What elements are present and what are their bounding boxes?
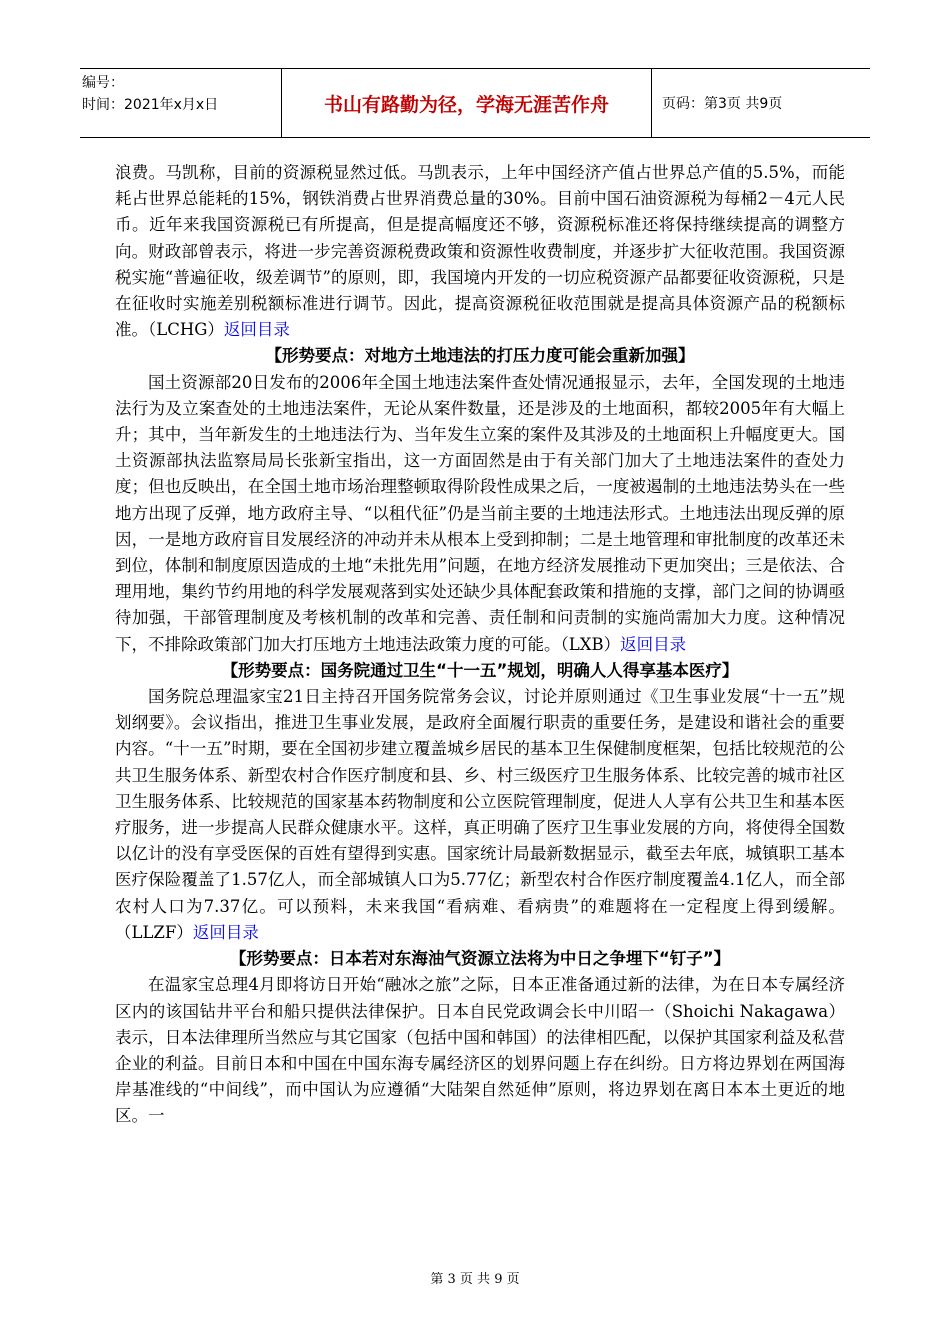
paragraph-text: 在温家宝总理4月即将访日开始“融冰之旅”之际，日本正准备通过新的法律，为在日本专属经济区内的该国钻井平台和船只提供法律保护。日本自民党政调会长中川昭一（Shoichi Nakagawa）表示，日本法律理所当然应与其它国家（包括中国和韩国）的法律相匹配，以保护其国家利益及私营企业的利益。目前日本和中国在中国东海专属经济区的划界问题上存在纠纷。日方将边界划在两国海岸基准线的“中间线”，而中国认为应遵循“大陆架自然延伸”原则，将边界划在离日本本土更近的地区。一 bbox=[115, 975, 845, 1126]
section-heading: 【形势要点：国务院通过卫生“十一五”规划，明确人人得享基本医疗】 bbox=[221, 660, 739, 680]
paragraph bbox=[115, 972, 845, 1129]
page-footer: 第 3 页 共 9 页 bbox=[430, 1272, 520, 1287]
paragraph bbox=[115, 684, 845, 946]
header-meta bbox=[80, 69, 282, 137]
section-heading: 【形势要点：日本若对东海油气资源立法将为中日之争埋下“钉子”】 bbox=[229, 949, 731, 969]
number-label: 编号： bbox=[82, 75, 124, 91]
back-to-toc-link[interactable]: 返回目录 bbox=[620, 634, 687, 654]
header-table bbox=[80, 68, 870, 138]
paragraph-text: 国土资源部20日发布的2006年全国土地违法案件查处情况通报显示，去年，全国发现的土地违法行为及立案查处的土地违法案件，无论从案件数量，还是涉及的土地面积，都较2005年有大幅上升；其中，当年新发生的土地违法行为、当年发生立案的案件及其涉及的土地面积上升幅度更大。国土资源部执法监察局局长张新宝指出，这一方面固然是由于有关部门加大了土地违法案件的查处力度；但也反映出，在全国土地市场治理整顿取得阶段性成果之后，一度被遏制的土地违法势头在一些地方出现了反弹，地方政府主导、“以租代征”仍是当前主要的土地违法形式。土地违法出现反弹的原因，一是地方政府盲目发展经济的冲动并未从根本上受到抑制；二是土地管理和审批制度的改革还未到位，体制和制度原因造成的土地“未批先用”问题，在地方经济发展推动下更加突出；三是依法、合理用地，集约节约用地的科学发展观落到实处还缺少具体配套政策和措施的支撑，部门之间的协调亟待加强，干部管理制度及考核机制的改革和完善、责任制和问责制的实施尚需加大力度。这种情况下，不排除政策部门加大打压地方土地违法政策力度的可能。（LXB） bbox=[115, 372, 845, 654]
paragraph bbox=[115, 370, 845, 658]
document-body bbox=[115, 160, 845, 1130]
section-heading: 【形势要点：对地方土地违法的打压力度可能会重新加强】 bbox=[265, 346, 695, 366]
paragraph-text: 浪费。马凯称，目前的资源税显然过低。马凯表示，上年中国经济产值占世界总产值的5.5%，而能耗占世界总能耗的15%，钢铁消费占世界消费总量的30%。目前中国石油资源税为每桶2－4元人民币。近年来我国资源税已有所提高，但是提高幅度还不够，资源税标准还将保持继续提高的调整方向。财政部曾表示，将进一步完善资源税费政策和资源性收费制度，并逐步扩大征收范围。我国资源税实施“普遍征收，级差调节”的原则，即，我国境内开发的一切应税资源产品都要征收资源税，只是在征收时实施差别税额标准进行调节。因此，提高资源税征收范围就是提高具体资源产品的税额标准。（LCHG） bbox=[115, 163, 845, 340]
back-to-toc-link[interactable]: 返回目录 bbox=[192, 922, 259, 942]
header-motto: 书山有路勤为径，学海无涯苦作舟 bbox=[282, 69, 652, 137]
header-page-info: 页码：第3页 共9页 bbox=[662, 96, 783, 112]
paragraph-text: 国务院总理温家宝21日主持召开国务院常务会议，讨论并原则通过《卫生事业发展“十一五”规划纲要》。会议指出，推进卫生事业发展，是政府全面履行职责的重要任务，是建设和谐社会的重要内容。“十一五”时期，要在全国初步建立覆盖城乡居民的基本卫生保健制度框架，包括比较规范的公共卫生服务体系、新型农村合作医疗制度和县、乡、村三级医疗卫生服务体系、比较完善的城市社区卫生服务体系、比较规范的国家基本药物制度和公立医院管理制度，促进人人享有公共卫生和基本医疗服务，进一步提高人民群众健康水平。这样，真正明确了医疗卫生事业发展的方向，将使得全国数以亿计的没有享受医保的百姓有望得到实惠。国家统计局最新数据显示，截至去年底，城镇职工基本医疗保险覆盖了1.57亿人，而全部城镇人口为5.77亿；新型农村合作医疗制度覆盖4.1亿人，而全部农村人口为7.37亿。可以预料，未来我国“看病难、看病贵”的难题将在一定程度上得到缓解。（LLZF） bbox=[115, 687, 845, 942]
date-label: 时间：2021年x月x日 bbox=[82, 97, 219, 113]
paragraph bbox=[115, 160, 845, 343]
back-to-toc-link[interactable]: 返回目录 bbox=[223, 320, 290, 340]
